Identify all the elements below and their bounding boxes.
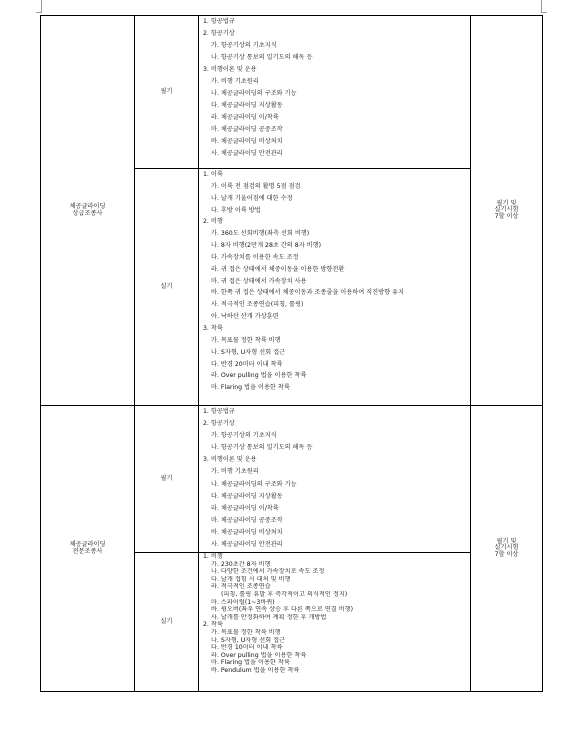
content-line: 사. 적극적인 조종연습(피칭, 롤링) <box>211 301 304 309</box>
content-line: 나. 체공글라이딩의 구조와 기능 <box>211 90 297 97</box>
content-line: 2. 착륙 <box>203 621 223 629</box>
content-line: 다. 날개 접힘 시 대처 및 비행 <box>211 575 291 583</box>
course-name-line: 체공글라이딩 <box>69 203 106 211</box>
course-name-cell <box>41 16 135 406</box>
table-row <box>41 16 543 169</box>
content-line: 다. 체공글라이딩 지상활동 <box>211 102 283 109</box>
content-line: 2. 항공기상 <box>203 30 235 37</box>
content-line: 라. 귀 접은 상태에서 체중이동을 이용한 방향전환 <box>211 265 345 273</box>
pass-requirement-line: 7할 이상 <box>494 550 519 558</box>
content-line: 나. S자형, U자형 선회 접근 <box>211 348 286 356</box>
content-line: 아. 낙하산 산개 가상훈련 <box>211 313 279 321</box>
content-line: 가. 목표물 정한 착륙 비행 <box>211 628 281 636</box>
content-line: 라. Over pulling 법을 이용한 착륙 <box>211 372 307 380</box>
content-line: 2. 비행 <box>203 218 223 226</box>
pass-requirement-line: 7할 이상 <box>494 212 519 220</box>
pass-requirement-cell <box>471 406 543 692</box>
content-line: 가. 항공기상의 기초지식 <box>211 42 277 49</box>
content-line: 바. 체공글라이딩 비상처치 <box>211 138 283 145</box>
exam-type-cell: 실기 <box>135 169 199 406</box>
content-line: 가. 360도 선회비행(좌측 선회 비행) <box>211 230 310 238</box>
pass-requirement-cell <box>471 16 543 406</box>
content-line: 마. 스파이럴(1~3바퀴) <box>211 598 275 606</box>
content-line: 사. 날개를 안정화하여 계획 정한 후 개방법 <box>211 613 327 621</box>
pass-requirement-line: 필기 및 <box>496 200 517 208</box>
content-line: 가. 비행 기초원리 <box>211 78 259 85</box>
content-line: 3. 비행이론 및 운용 <box>203 66 257 73</box>
content-line: 마. 체공글라이딩 공중조작 <box>211 516 283 524</box>
content-line: 가. 항공기상의 기초지식 <box>211 432 277 440</box>
exam-content-list <box>199 169 470 394</box>
exam-content-cell <box>199 553 471 692</box>
content-line: 바. 한쪽 귀 접은 상태에서 체중이동과 조종줄을 이용하여 직진방향 유지 <box>211 289 405 297</box>
content-line: 가. 이륙 전 점검의 활명 5점 점검 <box>211 182 301 190</box>
content-line: 다. 반경 20미터 이내 착륙 <box>211 360 283 368</box>
exam-type-cell: 실기 <box>135 553 199 692</box>
exam-requirements-table <box>40 15 543 692</box>
pass-requirement-line: 필기 및 <box>496 538 517 546</box>
course-name-cell <box>41 406 135 692</box>
content-line: 마. 귀 접은 상태에서 가속장치 사용 <box>211 277 307 285</box>
content-line: 1. 항공법규 <box>203 408 235 415</box>
course-name-line: 체공글라이딩 <box>69 541 106 549</box>
page-corner-mark-right <box>541 0 547 13</box>
content-line: 3. 착륙 <box>203 324 223 332</box>
exam-content-list <box>199 406 470 551</box>
content-line: 바. 체공글라이딩 비상처치 <box>211 528 283 536</box>
page-corner-mark-left <box>36 0 42 13</box>
course-name-line: 상급조종사 <box>72 209 103 217</box>
content-line: 마. Flaring 법을 이용한 착륙 <box>211 659 290 667</box>
exam-content-list <box>199 16 470 160</box>
exam-type-cell: 필기 <box>135 406 199 553</box>
content-line: 2. 항공기상 <box>203 420 235 428</box>
content-line: 1. 이륙 <box>203 171 223 178</box>
content-line: 사. 체공글라이딩 안전관리 <box>211 150 283 157</box>
content-line: (피칭, 롤링 유발 후 즉각적이고 의식적인 정지) <box>221 590 348 598</box>
content-line: 마. 체공글라이딩 공중조작 <box>211 126 283 133</box>
exam-type-cell: 필기 <box>135 16 199 169</box>
content-line: 가. 비행 기초원리 <box>211 468 259 476</box>
exam-content-cell <box>199 169 471 406</box>
content-line: 다. 후방 이륙 방법 <box>211 206 261 214</box>
exam-content-cell <box>199 16 471 169</box>
content-line: 1. 항공법규 <box>203 18 235 25</box>
content-line: 1. 비행 <box>203 553 223 560</box>
pass-requirement-line: 실기시험 <box>494 544 519 552</box>
content-line: 나. 항공기상 통보의 일기도의 해독 등 <box>211 444 313 452</box>
content-line: 나. 항공기상 통보의 일기도의 해독 등 <box>211 54 313 61</box>
content-line: 다. 가속장치를 이용한 속도 조정 <box>211 253 299 261</box>
content-line: 나. 다양한 조건에서 가속장치로 속도 조정 <box>211 568 325 576</box>
table-row <box>41 406 543 553</box>
content-line: 사. 체공글라이딩 안전관리 <box>211 541 283 549</box>
content-line: 라. 체공글라이딩 이/착륙 <box>211 504 279 512</box>
content-line: 라. 적극적인 조종연습 <box>211 583 271 591</box>
content-line: 가. 230초간 8자 비행 <box>211 560 271 568</box>
content-line: 마. Flaring 법을 이용한 착륙 <box>211 384 290 392</box>
content-line: 다. 반경 10미터 이내 착륙 <box>211 644 283 652</box>
content-line: 나. 날개 기울어짐에 대한 수정 <box>211 194 293 202</box>
content-line: 나. 8자 비행(2만개 28초 간의 8자 비행) <box>211 242 322 250</box>
content-line: 다. 체공글라이딩 지상활동 <box>211 492 283 500</box>
content-line: 3. 비행이론 및 운용 <box>203 456 257 464</box>
content-line: 나. S자형, U자형 선회 접근 <box>211 636 286 644</box>
exam-content-list <box>199 553 470 675</box>
exam-content-cell <box>199 406 471 553</box>
content-line: 바. Pendulum 법을 이용한 착륙 <box>211 666 300 674</box>
content-line: 나. 체공글라이딩의 구조와 기능 <box>211 480 297 488</box>
content-line: 라. Over pulling 법을 이용한 착륙 <box>211 651 307 659</box>
content-line: 가. 목표물 정한 착륙 비행 <box>211 336 281 344</box>
content-line: 바. 윙오버(좌우 연속 상승 후 다른 쪽으로 연결 비행) <box>211 606 354 614</box>
pass-requirement-line: 실기시험 <box>494 206 519 214</box>
course-name-line: 전문조종사 <box>72 547 103 555</box>
content-line: 라. 체공글라이딩 이/착륙 <box>211 114 279 121</box>
